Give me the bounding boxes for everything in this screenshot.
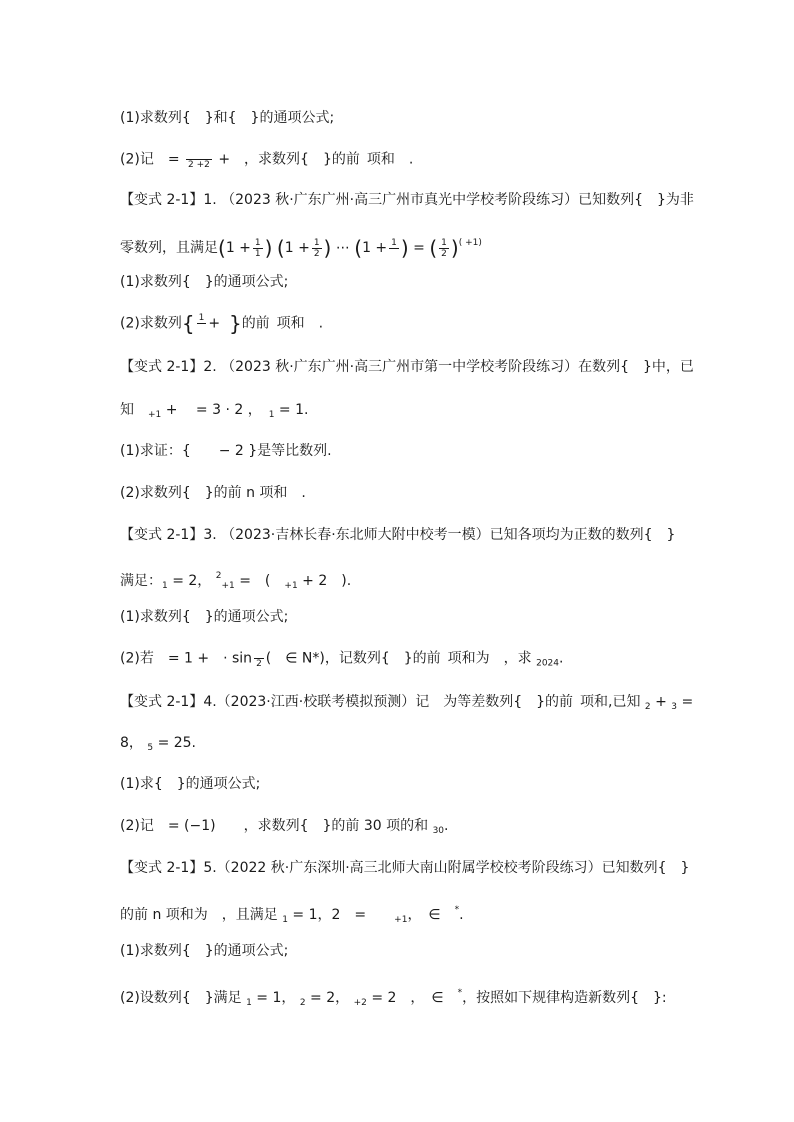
fraction-denominator: 2 (313, 248, 320, 259)
variant-3-part-1 (120, 607, 676, 627)
superscript: 2 (215, 571, 222, 581)
text: (2)记 = (120, 151, 180, 168)
text: (2)求数列 (120, 315, 182, 332)
fraction-numerator: 1 (441, 237, 447, 248)
fraction-numerator (254, 648, 264, 659)
variant-5-part-1 (120, 941, 676, 961)
paren: ( (218, 236, 226, 260)
text: (2)若 = 1 + · sin (120, 650, 253, 667)
subscript: 30 (432, 826, 445, 836)
text: = 25. (157, 735, 197, 751)
brace: } (228, 311, 242, 336)
subscript: 2 (299, 998, 306, 1008)
text: (2)求数列{ }的前 n 项和 . (120, 485, 306, 501)
variant-2-part-2 (120, 483, 676, 503)
fraction-denominator: 2 (256, 659, 262, 669)
fraction-numerator: 1 (391, 237, 397, 248)
fraction-denominator: 1 (254, 248, 261, 259)
fraction-denominator: 2 +2 (188, 160, 210, 170)
paren: ) (400, 236, 409, 260)
text: 【变式 2-1】4.（2023·江西·校联考模拟预测）记 为等差数列{ }的前 项和,已知 (120, 694, 641, 710)
paren: ( (276, 236, 285, 260)
subscript: +1 (148, 410, 162, 420)
text: (1)求证：{ − 2 }是等比数列. (120, 443, 332, 459)
variant-1-condition (120, 233, 676, 261)
variant-5-heading (120, 858, 690, 878)
variant-4-heading (120, 692, 694, 712)
text: = (681, 694, 694, 710)
text: 1 + (225, 240, 251, 256)
text: (2)设数列{ }满足 (120, 990, 242, 1006)
text: ，按照如下规律构造新数列{ }: (462, 990, 667, 1006)
variant-4-part-2 (120, 816, 676, 836)
fraction-denominator (197, 324, 207, 334)
text: (1)求数列{ }的通项公式; (120, 943, 289, 959)
text: (1)求数列{ }的通项公式; (120, 274, 289, 290)
variant-4-part-1 (120, 774, 676, 794)
text: 知 (120, 402, 148, 418)
variant-4-condition (120, 733, 676, 753)
text: 的前 n 项和为 ，且满足 (120, 907, 278, 923)
text: 满足： (120, 573, 162, 589)
text: 8， (120, 735, 143, 751)
fraction (312, 238, 322, 259)
subscript: 1 (246, 998, 252, 1008)
fraction-numerator: 1 (313, 237, 320, 248)
superscript: * (457, 988, 463, 998)
text: 【变式 2-1】1. （2023 秋·广东广州·高三广州市真光中学校考阶段练习）已知数列{ }为非 (120, 192, 694, 208)
text: (1)求数列{ }和{ }的通项公式; (120, 110, 335, 126)
fraction-denominator (389, 249, 399, 259)
variant-2-part-1 (120, 441, 676, 461)
text: + (655, 694, 667, 710)
text: (1)求数列{ }的通项公式; (120, 609, 289, 625)
superscript: * (454, 905, 460, 915)
text: = 2 ， ∈ (371, 990, 458, 1006)
text: = 2， (310, 990, 350, 1006)
text: = 1. (278, 402, 309, 418)
subscript: 1 (162, 581, 168, 591)
fraction-denominator: 2 (441, 248, 447, 259)
variant-1-part-1 (120, 272, 676, 292)
fraction (197, 313, 207, 334)
subscript: 5 (147, 743, 154, 753)
text: 零数列，且满足 (120, 240, 218, 256)
text: = 2， (172, 573, 212, 589)
variant-2-heading (120, 357, 694, 377)
brace: { (181, 311, 195, 336)
fraction (186, 149, 212, 170)
variant-5-condition (120, 900, 676, 925)
fraction (254, 648, 264, 669)
subscript: 1 (282, 915, 288, 925)
variant-5-part-2 (120, 983, 676, 1008)
text: (1)求{ }的通项公式; (120, 776, 261, 792)
paren: ) (450, 236, 459, 260)
paren: ) (264, 236, 273, 260)
subscript: +1 (394, 915, 408, 925)
variant-1-part-2 (120, 313, 676, 339)
variant-2-condition (120, 400, 676, 420)
fraction-numerator (186, 149, 212, 160)
problem-part-2 (120, 149, 676, 169)
fraction (389, 238, 399, 259)
fraction-numerator: 1 (254, 237, 261, 248)
fraction (439, 238, 449, 259)
superscript: ( +1) (458, 238, 482, 248)
subscript: +1 (284, 581, 298, 591)
fraction-numerator: 1 (198, 313, 205, 323)
subscript: 1 (268, 410, 275, 420)
text: ( ∈ N*)，记数列{ }的前 项和为 ，求 (265, 650, 532, 667)
text: . (444, 818, 449, 834)
text: 【变式 2-1】2. （2023 秋·广东广州·高三广州市第一中学校考阶段练习）在数列{ }中，已 (120, 359, 694, 375)
text: = (413, 240, 425, 256)
text: 【变式 2-1】5.（2022 秋·广东深圳·高三北师大南山附属学校校考阶段练习）已知数列{ } (120, 860, 690, 876)
fraction (253, 238, 263, 259)
text: (2)记 = (−1) ，求数列{ }的前 30 项的和 (120, 818, 429, 834)
text: ⋯ (335, 240, 350, 256)
text: = 1，2 = (292, 907, 395, 923)
variant-1-heading (120, 190, 694, 210)
text: 1 + (284, 240, 310, 256)
text: . (559, 650, 564, 667)
text: 1 + (362, 240, 388, 256)
variant-3-condition (120, 566, 676, 591)
text: + 2 ). (302, 573, 352, 589)
text: . (459, 907, 464, 923)
text: = ( (239, 573, 285, 589)
variant-3-part-2 (120, 648, 676, 672)
paren: ) (323, 236, 332, 260)
problem-part-1 (120, 108, 676, 128)
subscript: 2 (644, 702, 651, 712)
text: 【变式 2-1】3. （2023·吉林长春·东北师大附中校考一模）已知各项均为正数的数列{ } (120, 527, 676, 543)
paren: ( (354, 236, 363, 260)
variant-3-heading (120, 525, 676, 545)
text: = 1， (256, 990, 296, 1006)
text: ， ∈ (407, 907, 455, 923)
paren: ( (429, 236, 438, 260)
subscript: 2024 (536, 658, 560, 669)
text: + (208, 315, 221, 332)
text: 的前 项和 . (241, 315, 324, 332)
subscript: 3 (671, 702, 678, 712)
subscript: +1 (221, 581, 235, 591)
text: + ，求数列{ }的前 项和 . (218, 151, 414, 168)
subscript: +2 (353, 998, 367, 1008)
text: + = 3 · 2 ， (165, 402, 269, 418)
